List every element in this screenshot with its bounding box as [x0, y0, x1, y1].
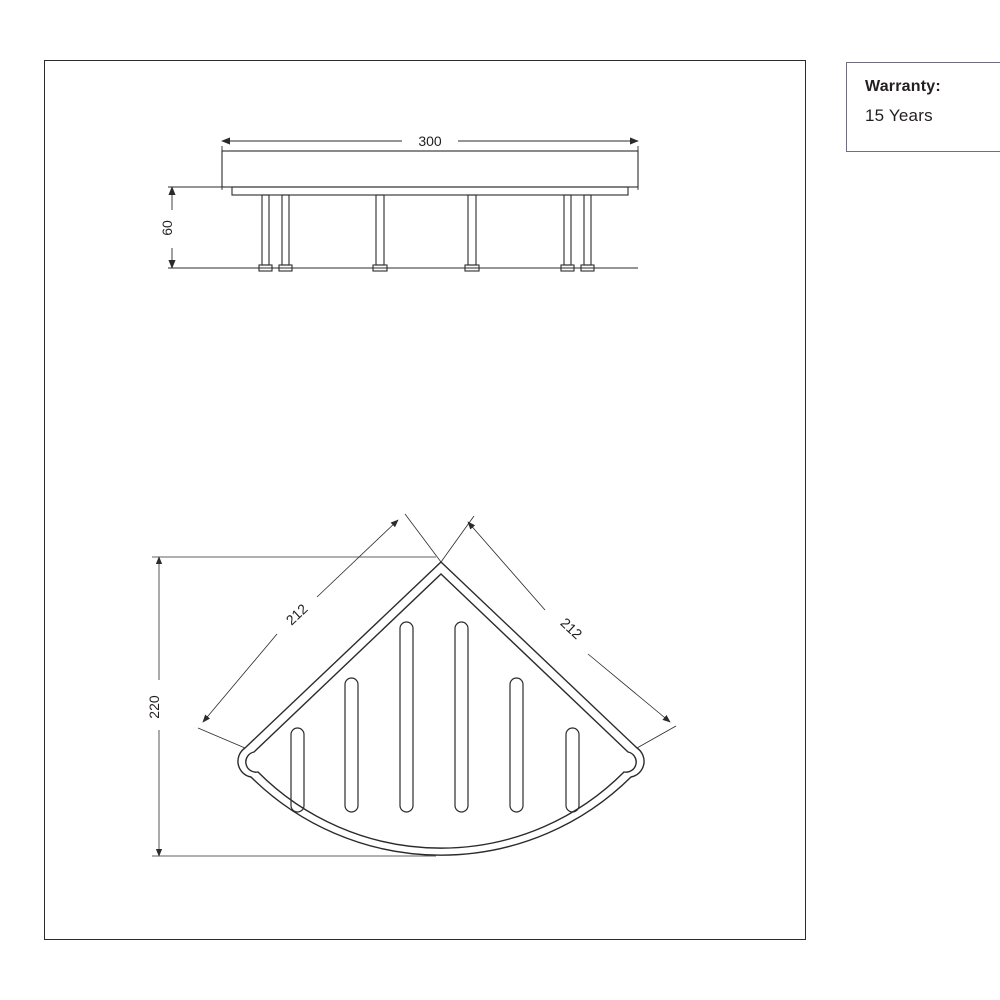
dimension-212-left-label: 212 [282, 600, 311, 629]
warranty-badge [846, 62, 1000, 152]
drawing-frame [44, 60, 806, 940]
dimension-300-label: 300 [418, 133, 442, 149]
dimension-212-right-label: 212 [557, 614, 586, 643]
dimension-220-label: 220 [146, 695, 162, 719]
warranty-title: Warranty: [865, 78, 941, 95]
dimension-60-label: 60 [159, 220, 175, 236]
warranty-value: 15 Years [865, 106, 933, 125]
